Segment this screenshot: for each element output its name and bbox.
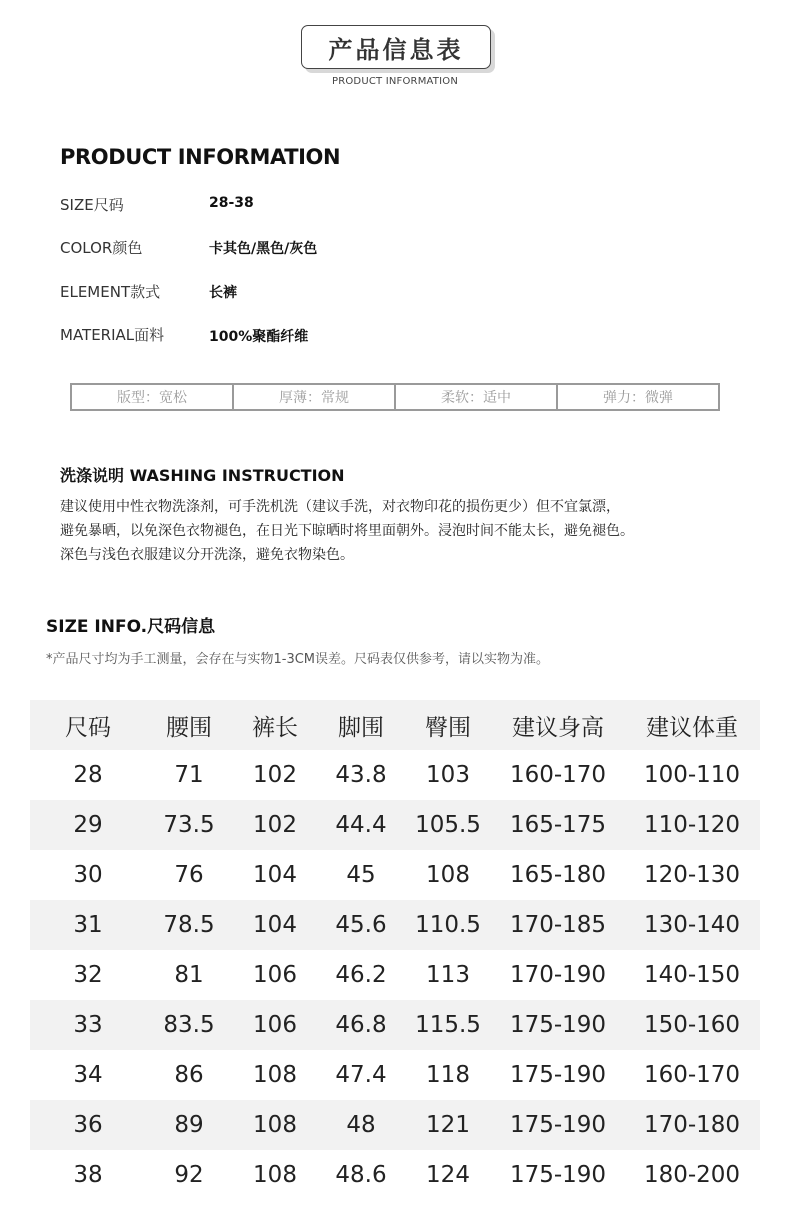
table-cell: 104 xyxy=(253,912,297,938)
material-label: MATERIAL面料 xyxy=(60,326,165,344)
table-row xyxy=(30,1050,760,1100)
table-row xyxy=(30,1100,760,1150)
table-cell: 100-110 xyxy=(643,762,741,788)
table-cell: 120-130 xyxy=(643,862,741,888)
attr-elasticity: 弹力：微弹 xyxy=(603,390,673,406)
table-cell: 110.5 xyxy=(415,912,481,938)
table-row xyxy=(30,1000,760,1050)
washing-line-3: 深色与浅色衣服建议分开洗涤，避免衣物染色。 xyxy=(60,547,354,563)
table-cell: 36 xyxy=(73,1112,103,1138)
table-row xyxy=(30,1150,760,1200)
table-cell: 110-120 xyxy=(643,812,741,838)
table-cell: 108 xyxy=(253,1162,297,1188)
table-row xyxy=(30,950,760,1000)
table-cell: 73.5 xyxy=(163,812,215,838)
product-info-title: PRODUCT INFORMATION xyxy=(60,145,341,169)
table-cell: 86 xyxy=(174,1062,204,1088)
table-cell: 33 xyxy=(73,1012,103,1038)
table-cell: 92 xyxy=(174,1162,204,1188)
washing-title: 洗涤说明 WASHING INSTRUCTION xyxy=(60,466,345,485)
material-value: 100%聚酯纤维 xyxy=(209,329,309,345)
header-hip: 臀围 xyxy=(425,714,471,741)
table-cell: 170-185 xyxy=(509,912,607,938)
color-label: COLOR颜色 xyxy=(60,239,143,257)
table-cell: 106 xyxy=(253,962,297,988)
table-cell: 78.5 xyxy=(163,912,215,938)
table-cell: 170-180 xyxy=(643,1112,741,1138)
table-cell: 31 xyxy=(73,912,103,938)
table-cell: 48.6 xyxy=(335,1162,387,1188)
table-cell: 106 xyxy=(253,1012,297,1038)
header-size: 尺码 xyxy=(65,714,111,741)
element-label: ELEMENT款式 xyxy=(60,283,161,301)
table-cell: 175-190 xyxy=(509,1062,607,1088)
table-cell: 175-190 xyxy=(509,1012,607,1038)
table-cell: 160-170 xyxy=(643,1062,741,1088)
table-cell: 34 xyxy=(73,1062,103,1088)
table-cell: 45.6 xyxy=(335,912,387,938)
attr-softness: 柔软：适中 xyxy=(396,385,558,409)
table-body xyxy=(30,750,760,1200)
table-cell: 29 xyxy=(73,812,103,838)
table-cell: 140-150 xyxy=(643,962,741,988)
table-cell: 115.5 xyxy=(415,1012,481,1038)
table-cell: 108 xyxy=(253,1062,297,1088)
table-cell: 160-170 xyxy=(509,762,607,788)
table-cell: 44.4 xyxy=(335,812,387,838)
table-cell: 105.5 xyxy=(415,812,481,838)
size-table xyxy=(30,700,760,1200)
table-cell: 30 xyxy=(73,862,103,888)
table-row xyxy=(30,750,760,800)
table-cell: 108 xyxy=(253,1112,297,1138)
table-cell: 103 xyxy=(426,762,470,788)
table-cell: 175-190 xyxy=(509,1162,607,1188)
table-cell: 45 xyxy=(346,862,376,888)
table-row xyxy=(30,900,760,950)
header-waist: 腰围 xyxy=(166,714,212,741)
table-cell: 113 xyxy=(426,962,470,988)
table-row xyxy=(30,800,760,850)
attr-fit: 版型：宽松 xyxy=(72,385,234,409)
table-cell: 48 xyxy=(346,1112,376,1138)
table-cell: 43.8 xyxy=(335,762,387,788)
table-row xyxy=(30,850,760,900)
table-cell: 165-175 xyxy=(509,812,607,838)
page-subtitle: PRODUCT INFORMATION xyxy=(331,76,459,87)
table-cell: 47.4 xyxy=(335,1062,387,1088)
washing-line-2: 避免暴晒，以免深色衣物褪色，在日光下晾晒时将里面朝外。浸泡时间不能太长，避免褪色。 xyxy=(60,523,634,539)
table-cell: 170-190 xyxy=(509,962,607,988)
size-value: 28-38 xyxy=(209,195,254,211)
table-header-row xyxy=(30,700,760,750)
header-length: 裤长 xyxy=(252,714,298,741)
table-cell: 130-140 xyxy=(643,912,741,938)
table-cell: 175-190 xyxy=(509,1112,607,1138)
table-cell: 76 xyxy=(174,862,204,888)
table-cell: 28 xyxy=(73,762,103,788)
table-cell: 46.8 xyxy=(335,1012,387,1038)
table-cell: 104 xyxy=(253,862,297,888)
table-cell: 32 xyxy=(73,962,103,988)
table-cell: 102 xyxy=(253,812,297,838)
table-cell: 108 xyxy=(426,862,470,888)
size-info-title: SIZE INFO.尺码信息 xyxy=(46,617,216,637)
header-leg-opening: 脚围 xyxy=(338,714,384,741)
table-cell: 124 xyxy=(426,1162,470,1188)
table-cell: 165-180 xyxy=(509,862,607,888)
table-cell: 83.5 xyxy=(163,1012,215,1038)
washing-line-1: 建议使用中性衣物洗涤剂，可手洗机洗（建议手洗，对衣物印花的损伤更少）但不宜氯漂， xyxy=(60,499,620,515)
table-cell: 102 xyxy=(253,762,297,788)
table-cell: 180-200 xyxy=(643,1162,741,1188)
header-height: 建议身高 xyxy=(512,714,604,741)
table-cell: 118 xyxy=(426,1062,470,1088)
table-cell: 150-160 xyxy=(643,1012,741,1038)
element-value: 长裤 xyxy=(209,285,237,301)
attr-thickness: 厚薄：常规 xyxy=(234,385,396,409)
page-title-badge: 产品信息表 xyxy=(301,25,491,69)
size-label: SIZE尺码 xyxy=(60,196,124,214)
table-cell: 89 xyxy=(174,1112,204,1138)
size-info-note: *产品尺寸均为手工测量，会存在与实物1-3CM误差。尺码表仅供参考，请以实物为准。 xyxy=(46,652,550,667)
table-cell: 38 xyxy=(73,1162,103,1188)
table-cell: 71 xyxy=(174,762,204,788)
table-cell: 46.2 xyxy=(335,962,387,988)
header-weight: 建议体重 xyxy=(646,714,738,741)
table-cell: 121 xyxy=(426,1112,470,1138)
table-cell: 81 xyxy=(174,962,204,988)
color-value: 卡其色/黑色/灰色 xyxy=(209,241,318,257)
attribute-bar xyxy=(70,383,720,411)
